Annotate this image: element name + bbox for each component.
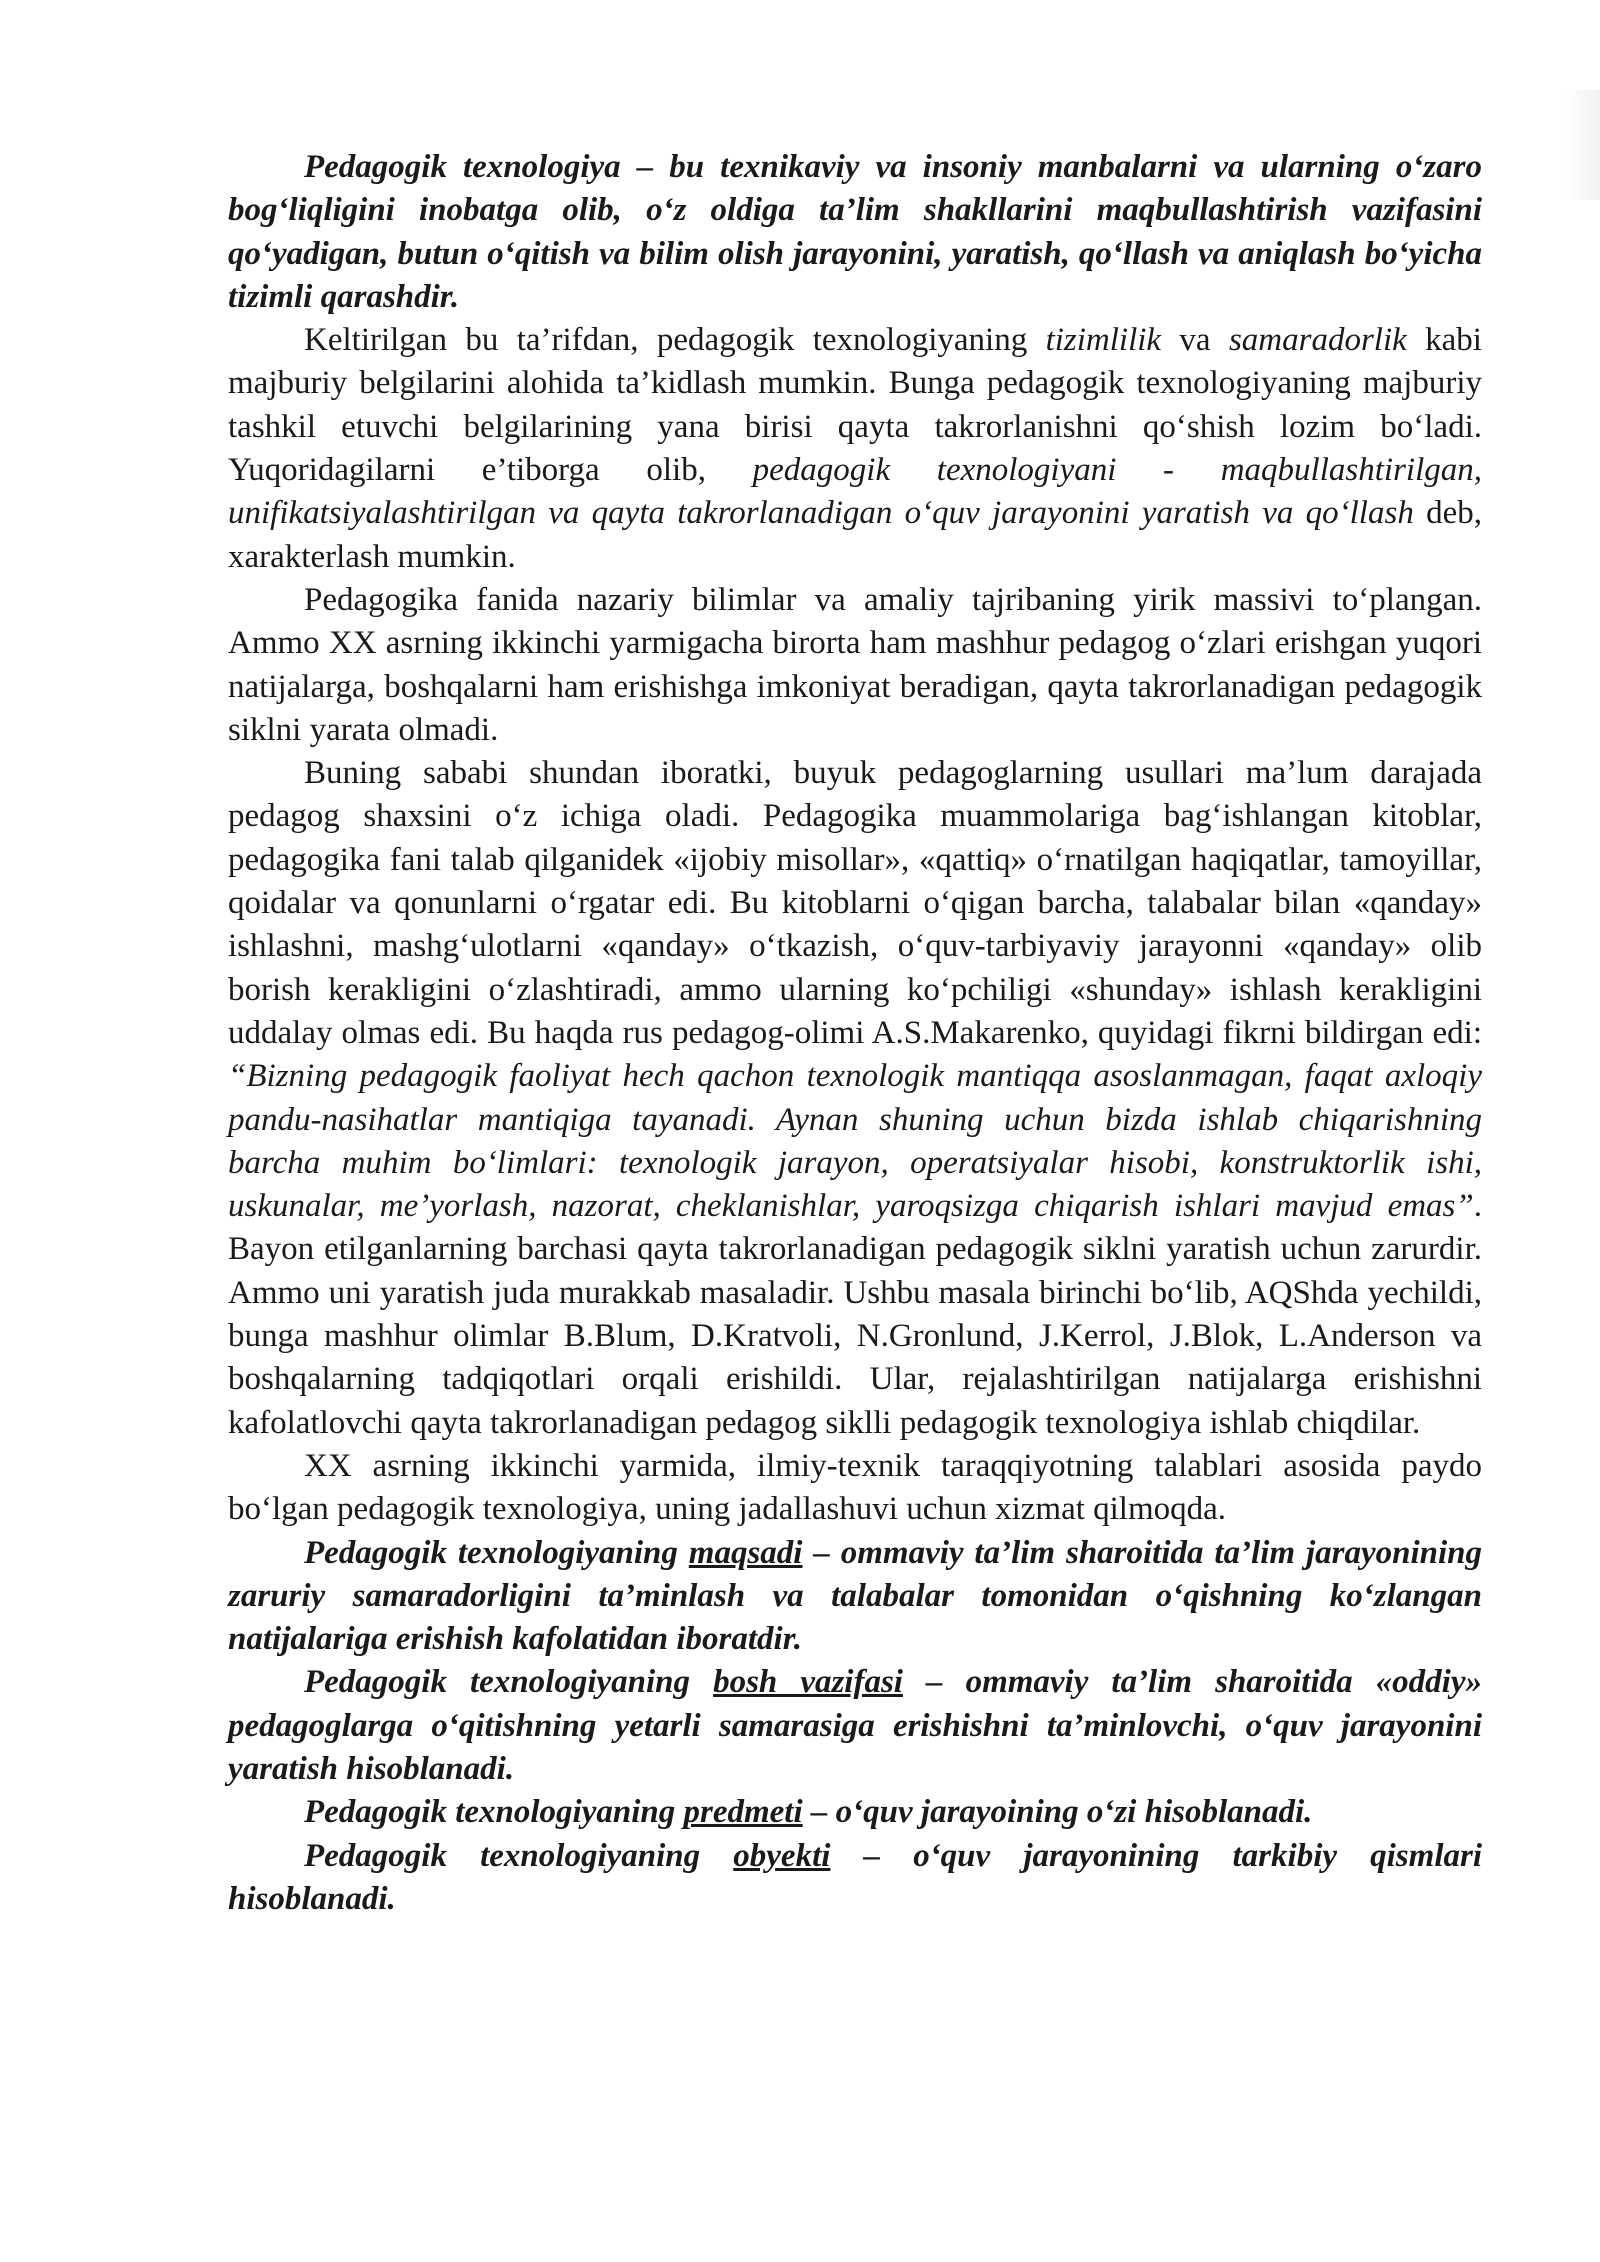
paragraph	[228, 752, 1482, 1445]
text-run: Pedagogik texnologiyaning	[304, 1534, 689, 1571]
underlined-term: bosh vazifasi	[713, 1664, 903, 1701]
paragraph	[228, 1835, 1482, 1922]
text-run: samaradorlik	[1228, 322, 1407, 359]
text-run: Pedagogik texnologiyaning	[304, 1664, 714, 1701]
text-run: pedagogik texnologiyani - maqbullashtirilgan, unifikatsiyalashtirilgan va qayta takrorlanadigan o‘quv jarayonini yaratish va qo‘llash	[228, 452, 1482, 532]
paragraph	[228, 146, 1482, 319]
text-run: Buning sababi shundan iboratki, buyuk pedagoglarning usullari ma’lum darajada pedagog shaxsini o‘z ichiga oladi. Pedagogika muammolariga bag‘ishlangan kitoblar, pedagogika fani talab qilganidek «ijobiy misollar», «qattiq» o‘rnatilgan haqiqatlar, tamoyillar, qoidalar va qonunlarni o‘rgatar edi. Bu kitoblarni o‘qigan barcha, talabalar bilan «qanday» ishlashni, mashg‘ulotlarni «qanday» o‘tkazish, o‘quv-tarbiyaviy jarayonni «qanday» olib borish kerakligini o‘zlashtiradi, ammo ularning ko‘pchiligi «shunday» ishlash kerakligini uddalay olmas edi. Bu haqda rus pedagog-olimi A.S.Makarenko, quyidagi fikrni bildirgan edi:	[228, 755, 1482, 1051]
paragraph	[228, 579, 1482, 752]
text-run: kabi majburiy belgilarini alohida ta’kidlash mumkin. Bunga pedagogik texnologiyaning majburiy tashkil etuvchi belgilarining yana birisi qayta takrorlanishni qo‘shish lozim bo‘ladi. Yuqoridagilarni e’tiborga olib,	[228, 322, 1482, 489]
underlined-term: obyekti	[733, 1837, 831, 1874]
text-run: – o‘quv jarayoining o‘zi hisoblanadi.	[802, 1794, 1313, 1831]
text-run: va	[1161, 322, 1229, 359]
text-run: Pedagogik texnologiyaning	[304, 1837, 734, 1874]
text-run: XX asrning ikkinchi yarmida, ilmiy-texnik taraqqiyotning talablari asosida paydo bo‘lgan pedagogik texnologiya, uning jadallashuvi uchun xizmat qilmoqda.	[228, 1447, 1482, 1528]
underlined-term: predmeti	[683, 1794, 803, 1831]
paragraph	[228, 1532, 1482, 1662]
page-edge-shadow	[1566, 90, 1600, 200]
text-run: Pedagogika fanida nazariy bilimlar va amaliy tajribaning yirik massivi to‘plangan. Ammo XX asrning ikkinchi yarmigacha birorta ham mashhur pedagog o‘zlari erishgan yuqori natijalarga, boshqalarni ham erishishga imkoniyat beradigan, qayta takrorlanadigan pedagogik siklni yarata olmadi.	[228, 581, 1482, 748]
text-run: Keltirilgan bu ta’rifdan, pedagogik texnologiyaning	[304, 322, 1046, 359]
text-run: deb, xarakterlash mumkin.	[228, 495, 1482, 575]
paragraph	[228, 1445, 1482, 1532]
paragraph	[228, 1661, 1482, 1791]
underlined-term: maqsadi	[688, 1534, 803, 1571]
text-run: – ommaviy ta’lim sharoitida «oddiy» pedagoglarga o‘qitishning yetarli samarasiga erishishni ta’minlovchi, o‘quv jarayonini yaratish hisoblanadi.	[228, 1664, 1483, 1787]
text-run: Pedagogik texnologiyaning	[304, 1794, 684, 1831]
text-run: . Bayon etilganlarning barchasi qayta takrorlanadigan pedagogik siklni yaratish uchun zarurdir. Ammo uni yaratish juda murakkab masaladir. Ushbu masala birinchi bo‘lib, AQShda yechildi, bunga mashhur olimlar B.Blum, D.Kratvoli, N.Gronlund, J.Kerrol, J.Blok, L.Anderson va boshqalarning tadqiqotlari orqali erishildi. Ular, rejalashtirilgan natijalarga erishishni kafolatlovchi qayta takrorlanadigan pedagog siklli pedagogik texnologiya ishlab chiqdilar.	[228, 1188, 1482, 1441]
paragraph	[228, 319, 1482, 579]
text-run: tizimlilik	[1045, 322, 1162, 359]
document-body	[228, 146, 1482, 1921]
text-run: “Bizning pedagogik faoliyat hech qachon texnologik mantiqqa asoslanmagan, faqat axloqiy pandu-nasihatlar mantiqiga tayanadi. Aynan shuning uchun bizda ishlab chiqarishning barcha muhim bo‘limlari: texnologik jarayon, operatsiyalar hisobi, konstruktorlik ishi, uskunalar, me’yorlash, nazorat, cheklanishlar, yaroqsizga chiqarish ishlari mavjud emas”	[228, 1058, 1482, 1225]
text-run: – ommaviy ta’lim sharoitida ta’lim jarayonining zaruriy samaradorligini ta’minlash va talabalar tomonidan o‘qishning ko‘zlangan natijalariga erishish kafolatidan iboratdir.	[228, 1534, 1482, 1658]
paragraph	[228, 1791, 1482, 1834]
text-run: Pedagogik texnologiya – bu texnikaviy va insoniy manbalarni va ularning o‘zaro bog‘liqligini inobatga olib, o‘z oldiga ta’lim shakllarini maqbullashtirish vazifasini qo‘yadigan, butun o‘qitish va bilim olish jarayonini, yaratish, qo‘llash va aniqlash bo‘yicha tizimli qarashdir.	[228, 149, 1482, 315]
text-run: – o‘quv jarayonining tarkibiy qismlari hisoblanadi.	[228, 1837, 1482, 1917]
